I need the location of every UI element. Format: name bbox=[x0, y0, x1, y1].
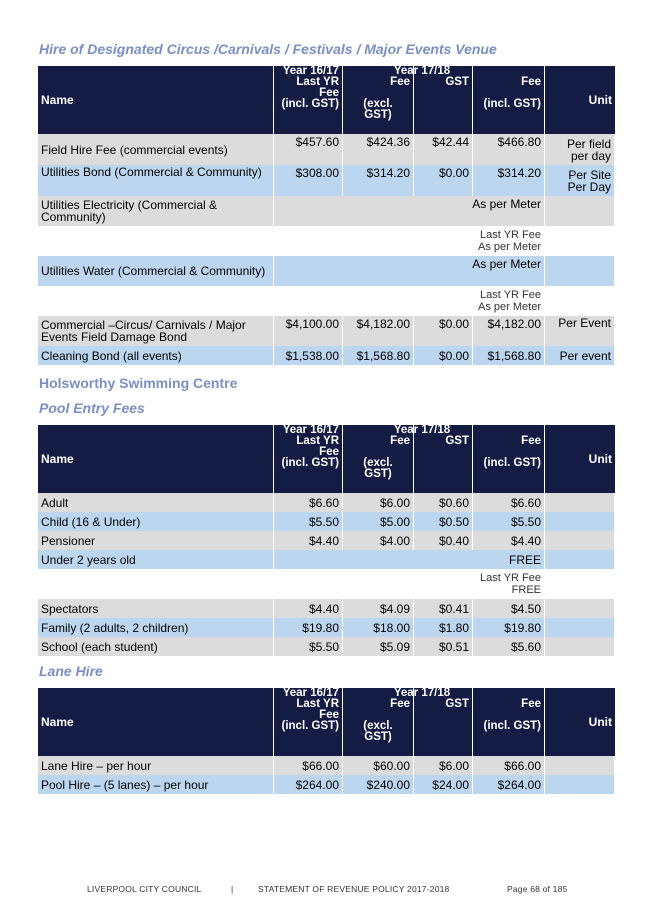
table-header: Name Year 16/17 Last YR Fee (incl. GST) Year 17/18 Fee (excl. GST) GST Fee (incl. GST) Unit bbox=[38, 425, 615, 493]
lane-hire-fee-table bbox=[38, 688, 615, 794]
table-row: Family (2 adults, 2 children) $19.80 $18.00 $1.80 $19.80 bbox=[38, 618, 615, 637]
events-venue-fee-table bbox=[38, 66, 615, 365]
header-unit: Unit bbox=[545, 66, 615, 134]
table-row: Adult $6.60 $6.00 $0.60 $6.60 bbox=[38, 493, 615, 512]
table-row: School (each student) $5.50 $5.09 $0.51 $5.60 bbox=[38, 637, 615, 656]
table-row: Pool Hire – (5 lanes) – per hour $264.00 $240.00 $24.00 $264.00 bbox=[38, 775, 615, 794]
section-title-events-venue: Hire of Designated Circus /Carnivals / Festivals / Major Events Venue bbox=[39, 41, 497, 57]
table-header: Name Year 16/17 Last YR Fee (incl. GST) Year 17/18 Fee (excl. GST) GST Fee (incl. GST) Unit bbox=[38, 688, 615, 756]
table-row: Under 2 years old FREE bbox=[38, 550, 615, 569]
header-fee-excl: Year 17/18 Fee (excl. GST) bbox=[343, 66, 414, 134]
note-row: Last YR Fee As per Meter bbox=[38, 226, 615, 256]
header-gst: GST bbox=[414, 66, 473, 134]
table-row: Pensioner $4.40 $4.00 $0.40 $4.40 bbox=[38, 531, 615, 550]
table-row: Utilities Bond (Commercial & Community) $308.00 $314.20 $0.00 $314.20 Per Site Per Day bbox=[38, 165, 615, 196]
table-row: Child (16 & Under) $5.50 $5.00 $0.50 $5.50 bbox=[38, 512, 615, 531]
note-row: Last YR Fee As per Meter bbox=[38, 286, 615, 316]
header-name: Name bbox=[38, 66, 274, 134]
table-row: Utilities Water (Commercial & Community) As per Meter bbox=[38, 256, 615, 286]
section-title-lane-hire: Lane Hire bbox=[39, 663, 103, 679]
footer-document: STATEMENT OF REVENUE POLICY 2017-2018 bbox=[258, 884, 450, 894]
table-row: Cleaning Bond (all events) $1,538.00 $1,568.80 $0.00 $1,568.80 Per event bbox=[38, 346, 615, 365]
header-last-year: Year 16/17 Last YR Fee (incl. GST) bbox=[274, 66, 343, 134]
pool-entry-fee-table bbox=[38, 425, 615, 656]
footer-org: LIVERPOOL CITY COUNCIL bbox=[87, 884, 202, 894]
table-row: Lane Hire – per hour $66.00 $60.00 $6.00 $66.00 bbox=[38, 756, 615, 775]
note-row: Last YR Fee FREE bbox=[38, 569, 615, 599]
section-title-pool-entry: Pool Entry Fees bbox=[39, 400, 145, 416]
table-row: Utilities Electricity (Commercial & Community) As per Meter bbox=[38, 196, 615, 226]
table-row: Commercial –Circus/ Carnivals / Major Events Field Damage Bond $4,100.00 $4,182.00 $0.00 $4,182.00 Per Event bbox=[38, 316, 615, 346]
table-header bbox=[38, 66, 615, 134]
footer-separator: | bbox=[231, 884, 234, 894]
section-title-holsworthy: Holsworthy Swimming Centre bbox=[39, 375, 238, 391]
footer-page-number: Page 68 of 185 bbox=[507, 884, 568, 894]
header-fee-incl: Fee (incl. GST) bbox=[473, 66, 545, 134]
table-row: Field Hire Fee (commercial events) $457.60 $424.36 $42.44 $466.80 Per field per day bbox=[38, 134, 615, 165]
table-row: Spectators $4.40 $4.09 $0.41 $4.50 bbox=[38, 599, 615, 618]
